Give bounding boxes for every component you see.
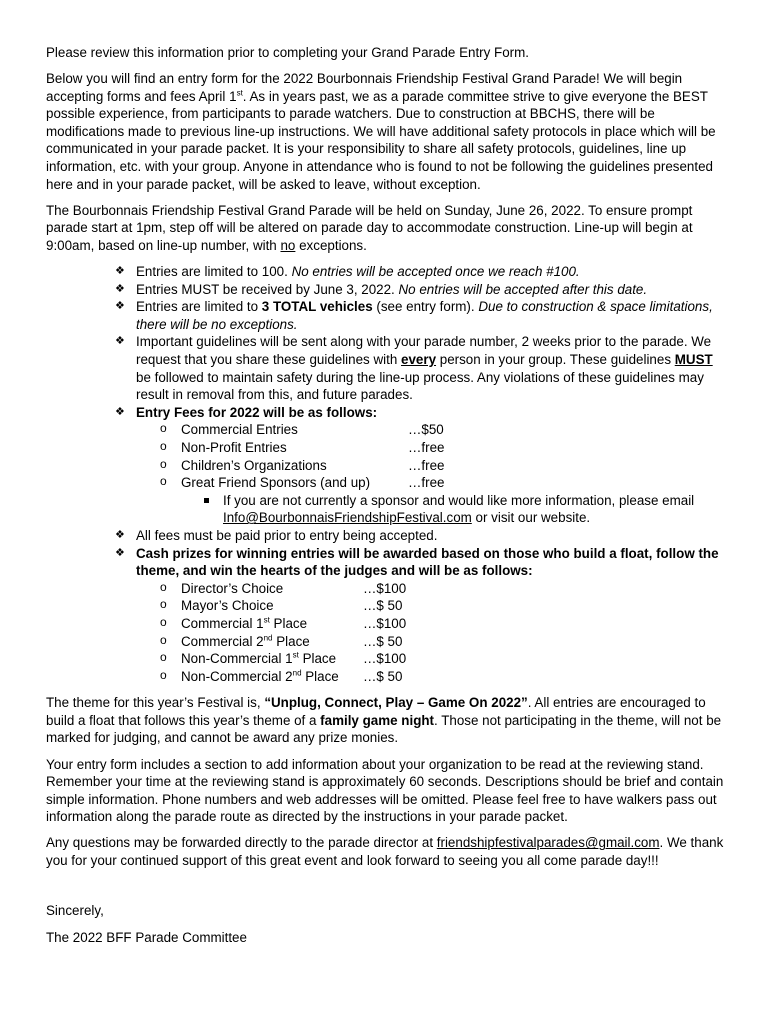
prize-label: Non-Commercial 2 (181, 668, 293, 684)
announcement-paragraph (46, 70, 730, 193)
prizes-heading: Cash prizes for winning entries will be awarded based on those who build a float, follow the theme, and win the hearts of the judges and will be as follows: (136, 545, 719, 579)
fees-heading: Entry Fees for 2022 will be as follows: (136, 404, 378, 420)
superscript: nd (292, 668, 302, 678)
theme-paragraph (46, 694, 730, 747)
prize-value: …$100 (363, 651, 407, 667)
rule-text: Entries are limited to 100. (136, 264, 292, 280)
theme-text-b: . All entries are encouraged to build a float that follows this year’s theme of a (46, 695, 706, 728)
closing: Sincerely, (46, 902, 104, 918)
rule-text-3: be followed to maintain safety during the line-up process. Any violations of these guidelines may result in removal from this, and future parades. (136, 369, 704, 403)
prize-item (160, 650, 730, 668)
sponsor-note-list (136, 492, 730, 527)
fee-name: o Children’s Organizations (181, 457, 327, 473)
sponsor-email-link[interactable]: Info@BourbonnaisFriendshipFestival.com (223, 510, 472, 526)
rule-text-2: person in your group. These guidelines (436, 352, 675, 367)
superscript: st (236, 88, 243, 98)
fee-item (160, 457, 730, 475)
prize-name (181, 580, 363, 598)
questions-paragraph (46, 834, 730, 869)
prize-label: Mayor’s Choice (181, 598, 274, 614)
superscript: st (292, 650, 299, 660)
theme-title: “Unplug, Connect, Play – Game On 2022” (264, 695, 528, 711)
rules-list (46, 263, 730, 685)
prize-name (181, 668, 363, 686)
superscript: st (263, 615, 270, 625)
must-emphasis: MUST (674, 352, 713, 367)
rule-fees-paid (115, 527, 730, 545)
questions-text-b: . We thank you for your continued support of this great event and look forward to seeing you all come parade day!!! (46, 835, 724, 869)
prize-label: Commercial 2 (181, 633, 264, 649)
rule-entry-fees (115, 404, 730, 527)
prize-item (160, 668, 730, 686)
rule-cash-prizes (115, 545, 730, 686)
prize-label: Commercial 1 (181, 615, 264, 631)
theme-text-a: The theme for this year’s Festival is, (46, 695, 265, 711)
sponsor-note (202, 492, 730, 527)
prize-name (181, 597, 363, 615)
reviewing-stand-paragraph: Your entry form includes a section to add information about your organization to be read at the reviewing stand. Remember your time at the reviewing stand is approximately 60 seconds. Descriptions should be brief and contain simple information. Phone numbers and web addresses will be omitted. Please feel free to have walkers pass out information along the parade route as directed by the instructions in your parade packet. (46, 756, 724, 825)
fee-name: o Commercial Entries (181, 422, 298, 438)
announcement-text-a: Below you will find an entry form for the 2022 Bourbonnais Friendship Festival Grand Parade! We will begin accepting forms and fees April 1 (46, 71, 683, 104)
rule-text: Entries are limited to (136, 299, 262, 315)
document-page (46, 44, 730, 947)
signature: The 2022 BFF Parade Committee (46, 930, 247, 946)
parade-date-text-b: exceptions. (295, 237, 367, 253)
rule-deadline (115, 281, 730, 299)
prize-value: …$ 50 (363, 668, 403, 684)
prize-value: …$100 (363, 615, 407, 631)
prize-label-suffix: Place (272, 633, 310, 649)
rule-bold: 3 TOTAL vehicles (261, 299, 373, 315)
prize-value: …$ 50 (363, 598, 403, 614)
parade-date-paragraph (46, 202, 730, 255)
fee-value: …free (408, 439, 445, 455)
prize-label-suffix: Place (298, 651, 337, 667)
prize-label: Non-Commercial 1 (181, 651, 293, 667)
prize-name (181, 650, 363, 668)
rule-text: All fees must be paid prior to entry being accepted. (136, 527, 438, 543)
rule-guidelines (115, 333, 730, 403)
fee-value: …$50 (408, 422, 444, 438)
every-emphasis: every (401, 352, 437, 367)
intro-text: Please review this information prior to completing your Grand Parade Entry Form. (46, 45, 530, 60)
prize-value: …$100 (363, 580, 407, 596)
no-underlined: no (280, 237, 296, 253)
rule-text-2: (see entry form). (372, 299, 479, 315)
rule-vehicles (115, 298, 730, 333)
prize-item (160, 633, 730, 651)
sponsor-note-text-2: or visit our website. (471, 510, 591, 526)
prize-label: Director’s Choice (181, 580, 284, 596)
fee-item (160, 474, 730, 492)
director-email-link[interactable]: friendshipfestivalparades@gmail.com (436, 835, 660, 851)
fee-item (160, 421, 730, 439)
rule-italic: No entries will be accepted after this date. (398, 281, 648, 297)
superscript: nd (263, 633, 273, 643)
fee-value: …free (408, 475, 445, 491)
questions-text-a: Any questions may be forwarded directly to the parade director at (46, 835, 437, 851)
prize-label-suffix: Place (269, 615, 308, 631)
prize-name (181, 633, 363, 651)
fee-name: o Great Friend Sponsors (and up) (181, 475, 371, 491)
fee-name: o Non-Profit Entries (181, 439, 287, 455)
prize-value: …$ 50 (363, 633, 403, 649)
prizes-list (136, 580, 730, 686)
sponsor-note-text: If you are not currently a sponsor and would like more information, please email (223, 492, 695, 508)
rule-text: Important guidelines will be sent along with your parade number, 2 weeks prior to the parade. We request that you share these guidelines with (136, 334, 712, 367)
parade-date-text-a: The Bourbonnais Friendship Festival Grand Parade will be held on Sunday, June 26, 2022. To ensure prompt parade start at 1pm, step off will be altered on parade day to accommodate construction. Line-up will begin at 9:00am, based on line-up number, with (46, 202, 693, 253)
prize-item (160, 597, 730, 615)
rule-italic: No entries will be accepted once we reach #100. (291, 264, 580, 280)
fees-list (136, 421, 730, 491)
prize-item (160, 615, 730, 633)
prize-label-suffix: Place (301, 668, 339, 684)
rule-text: Entries MUST be received by June 3, 2022. (136, 281, 399, 297)
prize-item (160, 580, 730, 598)
rule-italic: Due to construction & space limitations, there will be no exceptions. (136, 299, 713, 332)
announcement-text-b: . As in years past, we as a parade committee strive to give everyone the BEST possible experience, from participants to parade watchers. Due to construction at BBCHS, there will be modifications made to previous line-up instructions. We will have additional safety protocols in place which will be communicated in your parade packet. It is your responsibility to share all safety protocols, guidelines, line up information, etc. with your group. Anyone in attendance who is found to not be following the guidelines presented here and in your parade packet, will be asked to leave, without exception. (46, 88, 716, 192)
fee-value: …free (408, 457, 445, 473)
fee-item (160, 439, 730, 457)
theme-text-c: . Those not participating in the theme, will not be marked for judging, and cannot be award any prize monies. (46, 712, 722, 746)
theme-family-game-night: family game night (320, 712, 435, 728)
rule-entry-limit (115, 263, 730, 281)
prize-name (181, 615, 363, 633)
